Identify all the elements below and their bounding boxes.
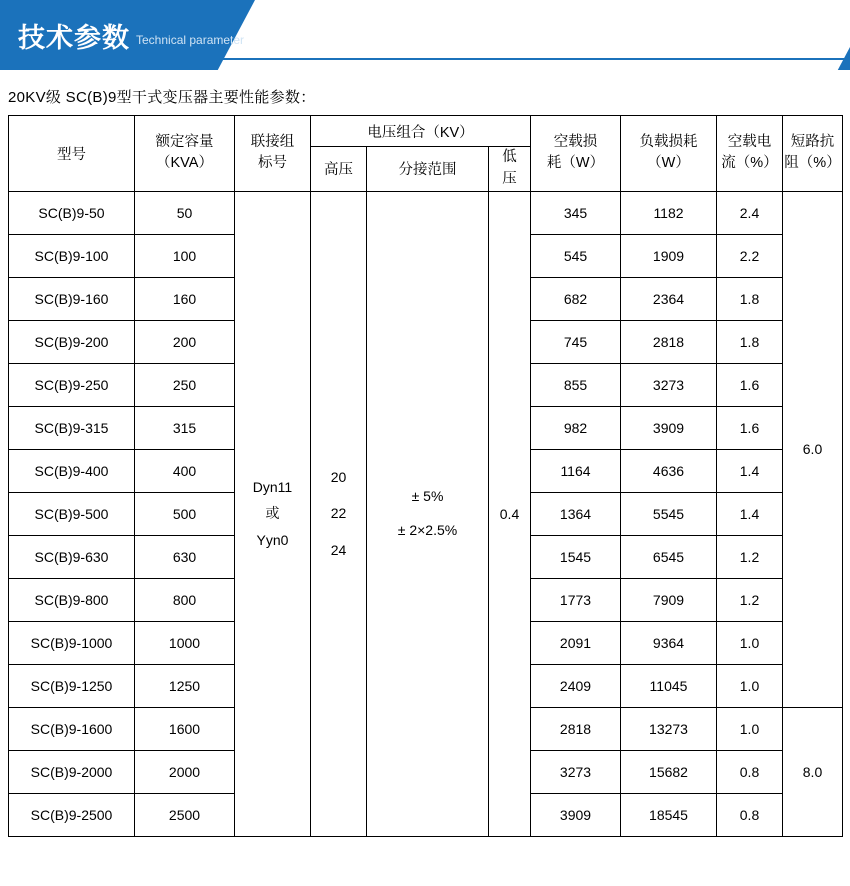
cell-no-load-loss: 982: [531, 406, 621, 449]
cell-capacity: 1000: [135, 621, 235, 664]
hv-value-1: 20: [330, 468, 347, 485]
header-rated-capacity-line1: 额定容量: [155, 133, 214, 150]
cell-model: SC(B)9-2000: [9, 750, 135, 793]
cell-model: SC(B)9-630: [9, 535, 135, 578]
cell-no-load-current: 2.4: [717, 191, 783, 234]
cell-model: SC(B)9-50: [9, 191, 135, 234]
cell-no-load-loss: 3909: [531, 793, 621, 836]
cell-no-load-loss: 1364: [531, 492, 621, 535]
cell-no-load-current: 1.8: [717, 277, 783, 320]
section-header-banner: [0, 0, 850, 70]
cell-model: SC(B)9-160: [9, 277, 135, 320]
cell-connection-group: [235, 191, 311, 836]
table-caption: 20KV级 SC(B)9型干式变压器主要性能参数：: [8, 89, 316, 106]
header-lv-char1: 低: [502, 149, 517, 165]
header-rated-capacity-line2: （KVA）: [156, 155, 213, 172]
cell-capacity: 50: [135, 191, 235, 234]
cell-capacity: 2500: [135, 793, 235, 836]
header-tap-range: 分接范围: [367, 147, 489, 192]
cell-no-load-loss: 1773: [531, 578, 621, 621]
cell-impedance-group-1: 6.0: [783, 191, 843, 707]
banner-underline: [0, 58, 850, 60]
table-body: [9, 191, 843, 836]
cell-no-load-loss: 545: [531, 234, 621, 277]
cell-load-loss: 15682: [621, 750, 717, 793]
cell-model: SC(B)9-1250: [9, 664, 135, 707]
spec-table-wrapper: [0, 115, 850, 837]
cell-no-load-loss: 3273: [531, 750, 621, 793]
cell-load-loss: 4636: [621, 449, 717, 492]
cell-no-load-loss: 2091: [531, 621, 621, 664]
header-rated-capacity: [135, 116, 235, 192]
table-header-row-1: [9, 116, 843, 147]
cell-model: SC(B)9-400: [9, 449, 135, 492]
hv-value-3: 24: [330, 541, 347, 558]
transformer-spec-table: [8, 115, 843, 837]
cell-model: SC(B)9-100: [9, 234, 135, 277]
cell-model: SC(B)9-1600: [9, 707, 135, 750]
connection-value-3: Yyn0: [256, 531, 289, 548]
cell-load-loss: 18545: [621, 793, 717, 836]
cell-capacity: 800: [135, 578, 235, 621]
cell-no-load-current: 0.8: [717, 750, 783, 793]
section-title-en: Technical parameter: [136, 33, 245, 47]
cell-load-loss: 2818: [621, 320, 717, 363]
cell-model: SC(B)9-2500: [9, 793, 135, 836]
cell-load-loss: 7909: [621, 578, 717, 621]
cell-no-load-current: 1.8: [717, 320, 783, 363]
cell-impedance-group-2: 8.0: [783, 707, 843, 836]
connection-value-2: 或: [265, 505, 280, 522]
tap-range-value-2: ± 2×2.5%: [397, 521, 458, 538]
header-no-load-loss-line1: 空载损: [553, 133, 598, 150]
cell-capacity: 400: [135, 449, 235, 492]
cell-model: SC(B)9-800: [9, 578, 135, 621]
header-no-load-current: [717, 116, 783, 192]
cell-load-loss: 1182: [621, 191, 717, 234]
cell-load-loss: 3909: [621, 406, 717, 449]
cell-hv-group: [311, 191, 367, 836]
cell-capacity: 1600: [135, 707, 235, 750]
header-no-load-current-line2: 流（%）: [721, 155, 778, 172]
cell-no-load-current: 0.8: [717, 793, 783, 836]
cell-load-loss: 6545: [621, 535, 717, 578]
cell-no-load-loss: 1545: [531, 535, 621, 578]
cell-no-load-current: 1.0: [717, 621, 783, 664]
cell-load-loss: 5545: [621, 492, 717, 535]
cell-no-load-current: 1.4: [717, 449, 783, 492]
header-short-circuit-impedance: [783, 116, 843, 192]
connection-value-1: Dyn11: [252, 478, 293, 495]
header-connection-symbol: [235, 116, 311, 192]
header-model: 型号: [9, 116, 135, 192]
header-load-loss-line2: （W）: [647, 155, 690, 172]
cell-capacity: 100: [135, 234, 235, 277]
header-short-circuit-line2: 阻（%）: [784, 155, 841, 172]
header-no-load-current-line1: 空载电: [727, 133, 772, 150]
cell-capacity: 315: [135, 406, 235, 449]
cell-capacity: 250: [135, 363, 235, 406]
cell-load-loss: 9364: [621, 621, 717, 664]
cell-capacity: 1250: [135, 664, 235, 707]
cell-no-load-loss: 2818: [531, 707, 621, 750]
header-lv: [489, 147, 531, 192]
cell-tap-range-group: [367, 191, 489, 836]
header-short-circuit-line1: 短路抗: [790, 133, 835, 150]
header-lv-char2: 压: [502, 170, 517, 187]
cell-no-load-loss: 745: [531, 320, 621, 363]
cell-model: SC(B)9-500: [9, 492, 135, 535]
cell-no-load-current: 1.0: [717, 664, 783, 707]
section-title-cn: 技术参数: [18, 23, 130, 53]
header-load-loss: [621, 116, 717, 192]
header-hv: 高压: [311, 147, 367, 192]
header-connection-line1: 联接组: [250, 133, 295, 150]
cell-capacity: 160: [135, 277, 235, 320]
cell-model: SC(B)9-200: [9, 320, 135, 363]
cell-load-loss: 1909: [621, 234, 717, 277]
cell-no-load-current: 1.2: [717, 578, 783, 621]
header-voltage-group: 电压组合（KV）: [311, 116, 531, 147]
cell-no-load-loss: 1164: [531, 449, 621, 492]
cell-load-loss: 3273: [621, 363, 717, 406]
table-header: [9, 116, 843, 192]
cell-capacity: 630: [135, 535, 235, 578]
header-connection-line2: 标号: [258, 155, 287, 172]
cell-model: SC(B)9-315: [9, 406, 135, 449]
cell-no-load-current: 1.6: [717, 406, 783, 449]
cell-no-load-loss: 345: [531, 191, 621, 234]
tap-range-value-1: ± 5%: [411, 487, 444, 504]
cell-no-load-current: 1.6: [717, 363, 783, 406]
cell-no-load-loss: 855: [531, 363, 621, 406]
cell-no-load-loss: 682: [531, 277, 621, 320]
cell-no-load-current: 1.0: [717, 707, 783, 750]
cell-load-loss: 13273: [621, 707, 717, 750]
cell-no-load-current: 2.2: [717, 234, 783, 277]
header-load-loss-line1: 负载损耗: [639, 133, 698, 150]
cell-no-load-current: 1.4: [717, 492, 783, 535]
cell-capacity: 200: [135, 320, 235, 363]
cell-lv-group: 0.4: [489, 191, 531, 836]
cell-capacity: 2000: [135, 750, 235, 793]
header-no-load-loss-line2: 耗（W）: [546, 155, 605, 172]
cell-no-load-loss: 2409: [531, 664, 621, 707]
cell-load-loss: 2364: [621, 277, 717, 320]
cell-model: SC(B)9-250: [9, 363, 135, 406]
cell-load-loss: 11045: [621, 664, 717, 707]
cell-no-load-current: 1.2: [717, 535, 783, 578]
hv-value-2: 22: [330, 505, 347, 522]
cell-capacity: 500: [135, 492, 235, 535]
cell-model: SC(B)9-1000: [9, 621, 135, 664]
table-row: [9, 191, 843, 234]
header-no-load-loss: [531, 116, 621, 192]
